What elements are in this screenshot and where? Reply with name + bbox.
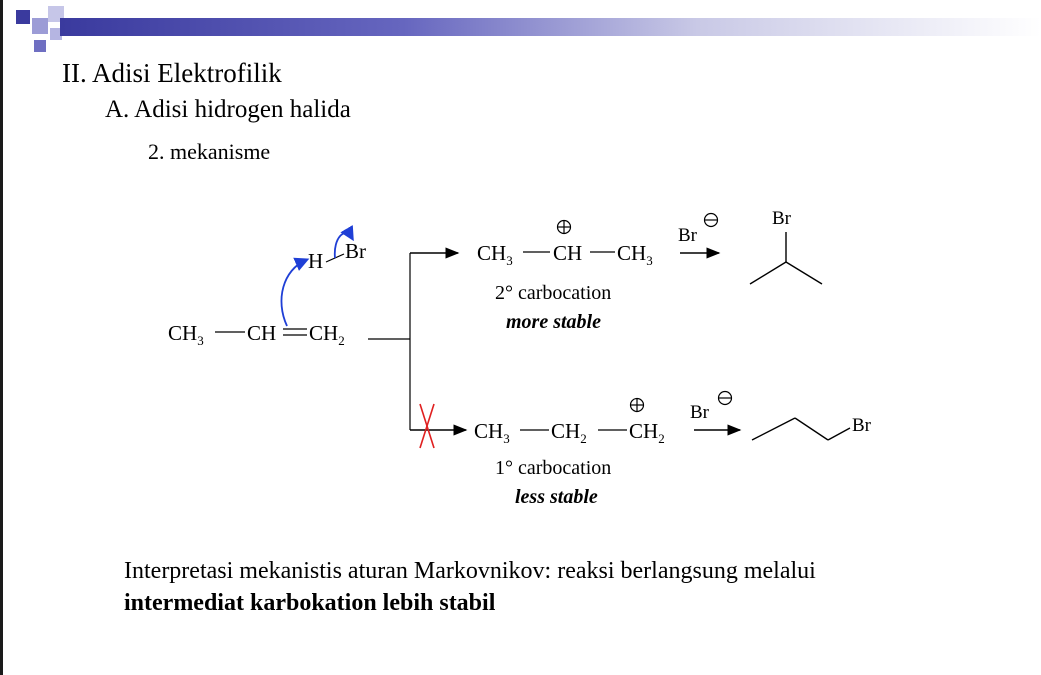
svg-text:CH3: $CH_3$ — [168, 321, 204, 348]
plus-charge-icon — [558, 221, 571, 234]
svg-text:CH2: $CH_2$ — [309, 321, 345, 348]
primary-label: 1° carbocation — [495, 457, 612, 479]
plus-charge-icon — [631, 399, 644, 412]
branch-lines — [368, 253, 466, 448]
primary-stability: less stable — [515, 486, 598, 508]
svg-text:CH2: $CH_2$ — [629, 419, 665, 446]
primary-carbocation — [474, 392, 872, 509]
curved-arrow-pi-icon — [281, 260, 306, 326]
secondary-stability: more stable — [506, 311, 601, 333]
br-atom: Br — [345, 239, 366, 263]
svg-text:CH3: $CH_3$ — [474, 419, 510, 446]
minus-charge-icon — [719, 392, 732, 405]
reactant-propene — [168, 321, 345, 348]
h-atom: H — [308, 249, 324, 273]
slide-subsubheading: 2. mekanisme — [148, 139, 271, 164]
interpretation-text: Interpretasi mekanistis aturan Markovnikov: reaksi berlangsung melalui — [124, 558, 816, 584]
bottom-product-br: Br — [852, 415, 871, 436]
svg-text:CH3: $CH_3$ — [477, 241, 513, 268]
slide-subheading: A. Adisi hidrogen halida — [105, 96, 351, 123]
bottom-reagent-br: Br — [690, 402, 709, 423]
product-2-bromopropane — [750, 208, 822, 284]
blocked-path-icon — [420, 404, 434, 448]
hbr-reagent — [281, 233, 366, 326]
secondary-carbocation — [477, 208, 822, 333]
interpretation-emphasis: intermediat karbokation lebih stabil — [124, 590, 496, 616]
top-reagent-br: Br — [678, 225, 697, 246]
ch-label: CH — [247, 321, 277, 345]
svg-text:CH3: $CH_3$ — [617, 241, 653, 268]
svg-text:CH2: $CH_2$ — [551, 419, 587, 446]
secondary-label: 2° carbocation — [495, 282, 612, 304]
top-product-br: Br — [772, 208, 791, 229]
product-1-bromopropane — [752, 415, 872, 440]
minus-charge-icon — [705, 214, 718, 227]
cation-ch-label: CH — [553, 241, 583, 265]
slide-heading: II. Adisi Elektrofilik — [62, 58, 282, 88]
